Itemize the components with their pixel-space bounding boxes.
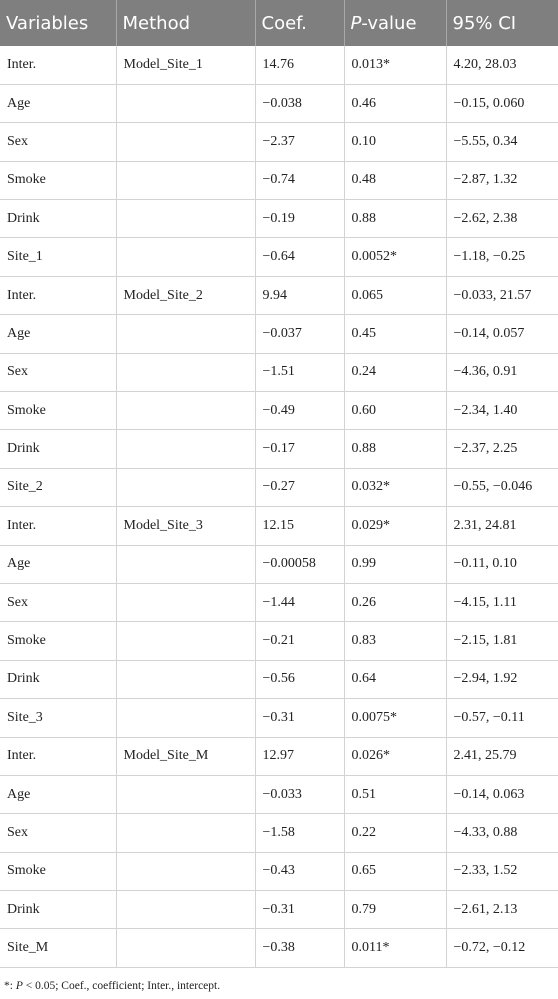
header-coef: Coef. (255, 0, 344, 46)
cell-variable: Smoke (0, 161, 116, 199)
table-row (0, 660, 558, 698)
table-row (0, 891, 558, 929)
table-row (0, 814, 558, 852)
cell-variable: Smoke (0, 622, 116, 660)
cell-variable: Inter. (0, 46, 116, 84)
cell-coef: −2.37 (255, 123, 344, 161)
cell-variable: Site_3 (0, 699, 116, 737)
cell-variable: Age (0, 84, 116, 122)
footnote-p: P (15, 980, 23, 992)
cell-pvalue: 0.51 (344, 775, 446, 813)
cell-pvalue: 0.99 (344, 545, 446, 583)
cell-pvalue: 0.79 (344, 891, 446, 929)
table-row (0, 775, 558, 813)
cell-coef: −1.51 (255, 353, 344, 391)
header-pvalue-p: P (350, 12, 362, 34)
cell-pvalue: 0.45 (344, 315, 446, 353)
cell-pvalue: 0.26 (344, 583, 446, 621)
cell-coef: −0.56 (255, 660, 344, 698)
cell-coef: −0.64 (255, 238, 344, 276)
cell-variable: Drink (0, 660, 116, 698)
cell-method (116, 583, 255, 621)
header-variables: Variables (0, 0, 116, 46)
cell-variable: Age (0, 315, 116, 353)
cell-pvalue: 0.0075* (344, 699, 446, 737)
table-row (0, 84, 558, 122)
table-row (0, 315, 558, 353)
header-ci: 95% CI (446, 0, 558, 46)
cell-variable: Sex (0, 583, 116, 621)
cell-coef: 12.97 (255, 737, 344, 775)
cell-method (116, 430, 255, 468)
table-row (0, 392, 558, 430)
cell-pvalue: 0.011* (344, 929, 446, 967)
cell-ci: −2.15, 1.81 (446, 622, 558, 660)
cell-ci: −0.14, 0.063 (446, 775, 558, 813)
cell-ci: 4.20, 28.03 (446, 46, 558, 84)
cell-variable: Smoke (0, 392, 116, 430)
table-row (0, 545, 558, 583)
cell-pvalue: 0.48 (344, 161, 446, 199)
cell-variable: Inter. (0, 507, 116, 545)
cell-ci: −4.33, 0.88 (446, 814, 558, 852)
cell-pvalue: 0.029* (344, 507, 446, 545)
cell-pvalue: 0.032* (344, 468, 446, 506)
header-row (0, 0, 558, 46)
table-row (0, 699, 558, 737)
cell-pvalue: 0.46 (344, 84, 446, 122)
cell-ci: −2.62, 2.38 (446, 200, 558, 238)
cell-ci: −2.94, 1.92 (446, 660, 558, 698)
cell-coef: −0.037 (255, 315, 344, 353)
cell-method (116, 161, 255, 199)
cell-method (116, 238, 255, 276)
cell-ci: −2.33, 1.52 (446, 852, 558, 890)
cell-variable: Smoke (0, 852, 116, 890)
footnote-text: < 0.05; Coef., coefficient; Inter., intercept. (22, 980, 221, 992)
cell-method (116, 814, 255, 852)
cell-method (116, 468, 255, 506)
cell-coef: −1.58 (255, 814, 344, 852)
cell-ci: −2.37, 2.25 (446, 430, 558, 468)
cell-method (116, 200, 255, 238)
cell-method: Model_Site_M (116, 737, 255, 775)
cell-method (116, 545, 255, 583)
cell-ci: −0.033, 21.57 (446, 276, 558, 314)
cell-pvalue: 0.24 (344, 353, 446, 391)
table-row (0, 430, 558, 468)
cell-pvalue: 0.10 (344, 123, 446, 161)
cell-coef: −0.033 (255, 775, 344, 813)
cell-coef: −0.43 (255, 852, 344, 890)
table-row (0, 468, 558, 506)
cell-variable: Drink (0, 891, 116, 929)
table-row (0, 507, 558, 545)
cell-method (116, 84, 255, 122)
table-row (0, 852, 558, 890)
cell-method (116, 891, 255, 929)
cell-ci: −4.36, 0.91 (446, 353, 558, 391)
cell-ci: −0.15, 0.060 (446, 84, 558, 122)
table-row (0, 276, 558, 314)
table-row (0, 929, 558, 967)
cell-ci: −2.34, 1.40 (446, 392, 558, 430)
cell-pvalue: 0.83 (344, 622, 446, 660)
cell-pvalue: 0.88 (344, 430, 446, 468)
cell-method (116, 353, 255, 391)
cell-variable: Inter. (0, 276, 116, 314)
cell-variable: Drink (0, 200, 116, 238)
cell-method (116, 660, 255, 698)
table-row (0, 238, 558, 276)
cell-ci: −1.18, −0.25 (446, 238, 558, 276)
cell-pvalue: 0.65 (344, 852, 446, 890)
header-pvalue (344, 0, 446, 46)
cell-variable: Site_2 (0, 468, 116, 506)
cell-coef: 14.76 (255, 46, 344, 84)
cell-ci: 2.41, 25.79 (446, 737, 558, 775)
cell-variable: Site_M (0, 929, 116, 967)
cell-variable: Sex (0, 353, 116, 391)
footnote-star: *: (4, 980, 16, 992)
cell-pvalue: 0.88 (344, 200, 446, 238)
table-row (0, 200, 558, 238)
table-row (0, 737, 558, 775)
cell-coef: −0.49 (255, 392, 344, 430)
cell-ci: −4.15, 1.11 (446, 583, 558, 621)
cell-ci: −0.11, 0.10 (446, 545, 558, 583)
table-row (0, 46, 558, 84)
cell-coef: −1.44 (255, 583, 344, 621)
cell-pvalue: 0.013* (344, 46, 446, 84)
cell-method (116, 775, 255, 813)
cell-variable: Inter. (0, 737, 116, 775)
cell-variable: Age (0, 545, 116, 583)
cell-variable: Age (0, 775, 116, 813)
footnote (4, 980, 220, 992)
cell-variable: Site_1 (0, 238, 116, 276)
cell-method (116, 392, 255, 430)
cell-pvalue: 0.64 (344, 660, 446, 698)
cell-coef: −0.19 (255, 200, 344, 238)
cell-coef: 12.15 (255, 507, 344, 545)
header-method: Method (116, 0, 255, 46)
cell-method (116, 852, 255, 890)
cell-coef: −0.74 (255, 161, 344, 199)
cell-method (116, 929, 255, 967)
cell-method (116, 622, 255, 660)
cell-coef: −0.27 (255, 468, 344, 506)
cell-ci: −0.55, −0.046 (446, 468, 558, 506)
cell-method (116, 699, 255, 737)
cell-coef: −0.038 (255, 84, 344, 122)
cell-coef: 9.94 (255, 276, 344, 314)
cell-variable: Sex (0, 123, 116, 161)
cell-method (116, 315, 255, 353)
table-body (0, 46, 558, 967)
header-pvalue-rest: -value (361, 12, 417, 34)
cell-ci: −5.55, 0.34 (446, 123, 558, 161)
cell-variable: Sex (0, 814, 116, 852)
table-row (0, 123, 558, 161)
cell-ci: −2.61, 2.13 (446, 891, 558, 929)
cell-ci: −0.57, −0.11 (446, 699, 558, 737)
table-row (0, 583, 558, 621)
cell-method: Model_Site_1 (116, 46, 255, 84)
cell-coef: −0.31 (255, 891, 344, 929)
cell-pvalue: 0.0052* (344, 238, 446, 276)
cell-coef: −0.31 (255, 699, 344, 737)
cell-coef: −0.21 (255, 622, 344, 660)
cell-method: Model_Site_3 (116, 507, 255, 545)
table-row (0, 161, 558, 199)
cell-ci: 2.31, 24.81 (446, 507, 558, 545)
cell-pvalue: 0.065 (344, 276, 446, 314)
cell-method: Model_Site_2 (116, 276, 255, 314)
cell-pvalue: 0.026* (344, 737, 446, 775)
table-row (0, 353, 558, 391)
cell-pvalue: 0.60 (344, 392, 446, 430)
cell-pvalue: 0.22 (344, 814, 446, 852)
table-row (0, 622, 558, 660)
cell-ci: −2.87, 1.32 (446, 161, 558, 199)
cell-variable: Drink (0, 430, 116, 468)
cell-coef: −0.38 (255, 929, 344, 967)
cell-ci: −0.14, 0.057 (446, 315, 558, 353)
cell-coef: −0.00058 (255, 545, 344, 583)
table-header (0, 0, 558, 46)
cell-coef: −0.17 (255, 430, 344, 468)
cell-method (116, 123, 255, 161)
cell-ci: −0.72, −0.12 (446, 929, 558, 967)
